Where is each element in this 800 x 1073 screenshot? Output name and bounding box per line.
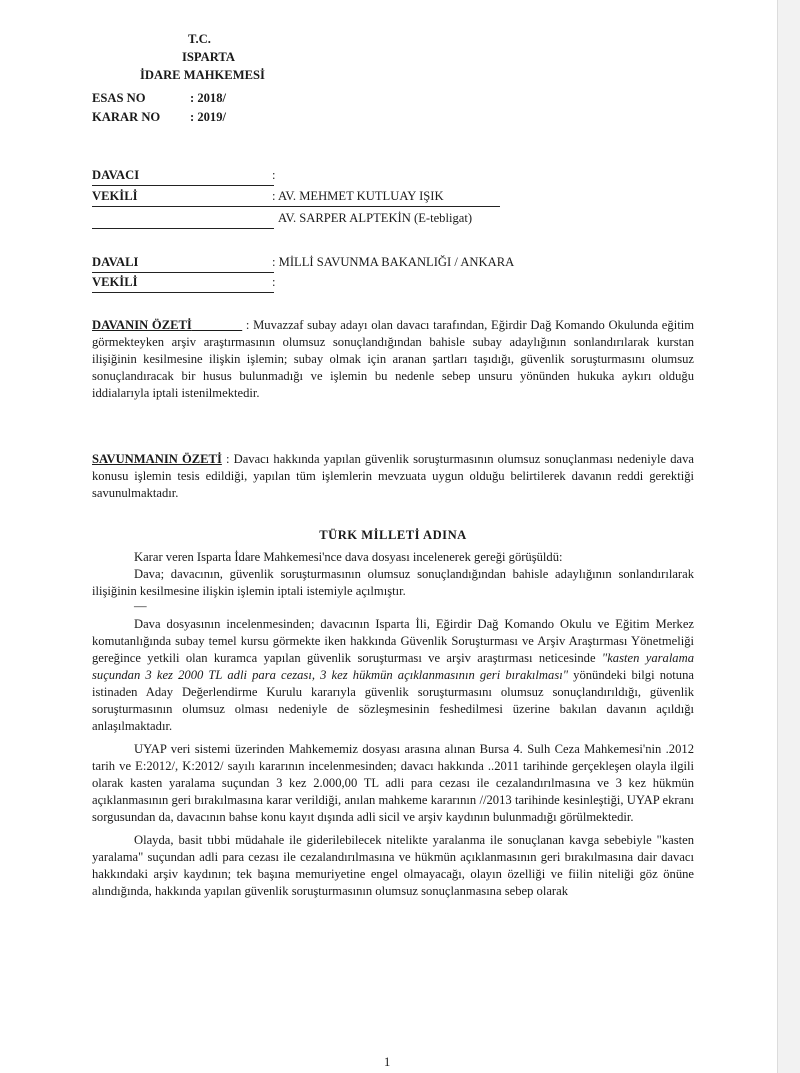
karar-label: KARAR NO xyxy=(92,110,161,124)
davaci-underline xyxy=(92,185,274,186)
page-number: 1 xyxy=(384,1055,391,1069)
davali-value: : MİLLİ SAVUNMA BAKANLIĞI / ANKARA xyxy=(272,255,515,269)
tc-label: T.C. xyxy=(188,32,211,46)
paragraph-3-b: yönündeki bilgi notuna istinaden Aday Değerlendirme Kurulu kararıyla güvenlik soruşturmasını olumsuz sonuçlandırıldığı, güvenlik soruşturmasının olumsuz olması nedeniyle de sözleşmesinin feshedilmesi üzerine bakılan davanın açıldığı anlaşılmaktadır. xyxy=(92,668,694,733)
turk-milleti-adina-heading: TÜRK MİLLETİ ADINA xyxy=(319,528,467,542)
paragraph-3-a: Dava dosyasının incelenmesinden; davacının Isparta İli, Eğirdir Dağ Komando Okulu ve Eğitim Merkez komutanlığında subay temel kursu görmekte iken hakkında Güvenlik Soruşturması ve Arşiv Araştırması Yönetmeliği gereğince yetkili olan kuramca yapılan güvenlik soruşturması ve arşiv araştırması neticesinde xyxy=(92,617,694,665)
court-header xyxy=(140,30,265,84)
davaci-vekili-name-1: : AV. MEHMET KUTLUAY IŞIK xyxy=(272,189,444,203)
karar-body xyxy=(92,549,694,900)
davaci-colon: : xyxy=(272,168,276,182)
davanin-ozeti-title: DAVANIN ÖZETİ xyxy=(92,318,192,332)
savunmanin-ozeti-title: SAVUNMANIN ÖZETİ xyxy=(92,452,222,466)
davali-underline xyxy=(92,272,274,273)
karar-value: : 2019/ xyxy=(190,110,227,124)
davaci-vekili-name-2: AV. SARPER ALPTEKİN (E-tebligat) xyxy=(278,211,473,225)
davaci-vekili-underline xyxy=(92,206,500,207)
paragraph-3-italic: "kasten yaralama suçundan 3 kez 2000 TL adli para cezası, 3 kez hükmün açıklanmasının geri bırakılması" xyxy=(92,651,695,682)
davanin-ozeti-text: : Muvazzaf subay adayı olan davacı tarafından, Eğirdir Dağ Komando Okulunda eğitim görmekteyken arşiv araştırmasının olumsuz sonuçlandığından bahisle subay adaylığının sonlandırılarak kurstan ilişiğinin kesilmesine ilişkin işlemin; subay olmak için aranan şartları taşıdığı, güvenlik soruşturmasını olumsuz sonuçlandıracak bir husus bulunmadığı ve işlemin bu nedenle sebep unsuru yönünden hukuka aykırı olduğu iddialarıyla iptali istenilmektedir. xyxy=(92,318,694,400)
court-name: İDARE MAHKEMESİ xyxy=(140,68,265,82)
scrollbar-track[interactable] xyxy=(777,0,800,1073)
dash-separator: — xyxy=(134,599,147,613)
davali-label: DAVALI xyxy=(92,255,139,269)
savunmanin-ozeti-text: : Davacı hakkında yapılan güvenlik soruşturmasının olumsuz sonuçlanması nedeniyle dava konusu işlemin tesis edildiği, yapılan tüm işlemlerin mevzuata uygun olduğu belirtilerek davanın reddi gerektiği savunulmaktadır. xyxy=(92,452,694,500)
esas-value: : 2018/ xyxy=(190,91,227,105)
paragraph-5: Olayda, basit tıbbi müdahale ile giderilebilecek nitelikte yaralanma ile sonuçlanan kavga sebebiyle "kasten yaralama" suçundan adli para cezası ile cezalandırılmasına ve hükmün açıklanmasının geri bırakılmasına dair davacı hakkındaki arşiv kaydının; tek başına memuriyetine engel olmayacağı, olayın özelliği ve fiilin niteliği göz önüne alındığında, hakkında yapılan güvenlik soruşturmasının olumsuz sonuçlanmasına sebep olarak xyxy=(92,833,694,898)
esas-label: ESAS NO xyxy=(92,91,146,105)
paragraph-3 xyxy=(92,616,694,735)
davanin-ozeti-section xyxy=(92,317,694,402)
davaci-label: DAVACI xyxy=(92,168,140,182)
paragraph-4: UYAP veri sistemi üzerinden Mahkememiz dosyası arasına alınan Bursa 4. Sulh Ceza Mahkemesi'nin .2012 tarih ve E:2012/, K:2012/ sayılı kararının incelenmesinden; davacı hakkında ..2011 tarihinde gerçekleşen olayla ilgili olarak kasten yaralama suçundan 3 kez 2.000,00 TL adli para cezası ile cezalandırılmasına ve 3 kez hükmün açıklanmasının geri bırakılmasına karar verildiği, anılan mahkeme kararının //2013 tarihinde kesinleştiği, UYAP ekranı sorgusundan da, davacının bahse konu kayıt dışında adli sicil ve arşiv kaydının bulunmadığı görülmektedir. xyxy=(92,742,694,824)
paragraph-2: Dava; davacının, güvenlik soruşturmasının olumsuz sonuçlandığından bahisle adaylığının sonlandırılarak ilişiğinin kesilmesine ilişkin işlemin iptali istemiyle açılmıştır. xyxy=(92,567,694,598)
davali-vekili-colon: : xyxy=(272,275,276,289)
davaci-vekili-underline-2 xyxy=(92,228,274,229)
davaci-vekili-label: VEKİLİ xyxy=(92,189,138,203)
davali-vekili-underline xyxy=(92,292,274,293)
savunmanin-ozeti-section xyxy=(92,451,694,502)
paragraph-1: Karar veren Isparta İdare Mahkemesi'nce dava dosyası incelenerek gereği görüşüldü: xyxy=(134,550,563,564)
city-label: ISPARTA xyxy=(182,50,235,64)
davali-vekili-label: VEKİLİ xyxy=(92,275,138,289)
